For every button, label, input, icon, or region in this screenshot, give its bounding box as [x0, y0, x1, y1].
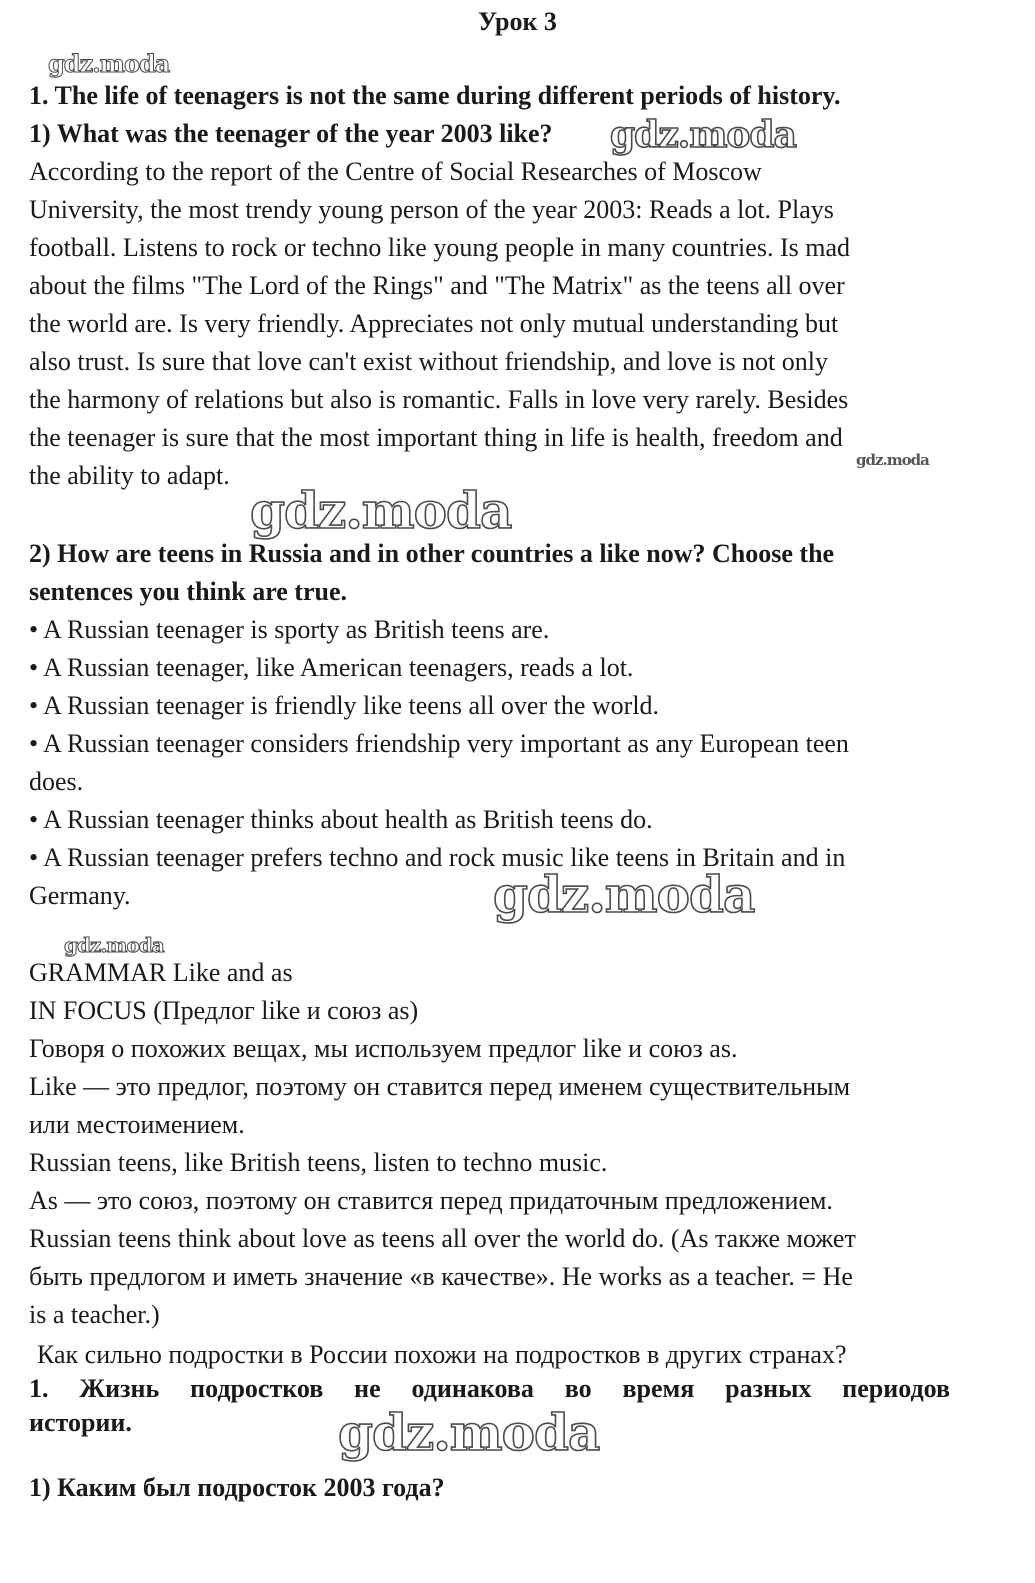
grammar-line: быть предлогом и иметь значение «в качестве». He works as a teacher. = He — [29, 1262, 853, 1291]
paragraph-line: the harmony of relations but also is romantic. Falls in love very rarely. Besides — [29, 385, 849, 414]
bullet-item: • A Russian teenager thinks about health as British teens do. — [29, 805, 653, 834]
grammar-line: As — это союз, поэтому он ставится перед придаточным предложением. — [29, 1186, 833, 1215]
bullet-item: • A Russian teenager considers friendship very important as any European teen — [29, 729, 849, 758]
bullet-item-cont: does. — [29, 767, 84, 796]
bullet-item: • A Russian teenager prefers techno and rock music like teens in Britain and in — [29, 843, 846, 872]
watermark: gdz.moda — [610, 114, 796, 156]
paragraph-line: about the films "The Lord of the Rings" and "The Matrix" as the teens all over — [29, 271, 845, 300]
task1-question2-cont: sentences you think are true. — [29, 577, 348, 606]
grammar-line: Russian teens, like British teens, listen to techno music. — [29, 1148, 608, 1177]
grammar-line: или местоимением. — [29, 1110, 245, 1139]
grammar-line: Like — это предлог, поэтому он ставится перед именем существительным — [29, 1072, 851, 1101]
task1-question2: 2) How are teens in Russia and in other countries a like now? Choose the — [29, 539, 835, 568]
paragraph-line: the ability to adapt. — [29, 461, 230, 490]
paragraph-line: According to the report of the Centre of Social Researches of Moscow — [29, 157, 762, 186]
watermark: gdz.moda — [856, 451, 929, 469]
russian-heading: 1. Жизнь подростков не одинакова во время разных периодов — [29, 1374, 950, 1403]
grammar-line: IN FOCUS (Предлог like и союз as) — [29, 996, 419, 1025]
bullet-item: • A Russian teenager, like American teenagers, reads a lot. — [29, 653, 634, 682]
bullet-item: • A Russian teenager is sporty as British teens are. — [29, 615, 550, 644]
task1-heading: 1. The life of teenagers is not the same during different periods of history. — [29, 81, 841, 110]
paragraph-line: University, the most trendy young person of the year 2003: Reads a lot. Plays — [29, 195, 834, 224]
paragraph-line: football. Listens to rock or techno like young people in many countries. Is mad — [29, 233, 850, 262]
bullet-item: • A Russian teenager is friendly like teens all over the world. — [29, 691, 660, 720]
watermark: gdz.moda — [338, 1403, 600, 1462]
russian-question1: 1) Каким был подросток 2003 года? — [29, 1473, 445, 1502]
russian-question: Как сильно подростки в России похожи на подростков в других странах? — [37, 1340, 847, 1369]
watermark: gdz.moda — [48, 49, 170, 78]
paragraph-line: the world are. Is very friendly. Appreciates not only mutual understanding but — [29, 309, 839, 338]
watermark: gdz.moda — [64, 933, 164, 957]
lesson-title: Урок 3 — [478, 7, 557, 36]
bullet-item-cont: Germany. — [29, 881, 131, 910]
paragraph-line: the teenager is sure that the most important thing in life is health, freedom and — [29, 423, 843, 452]
paragraph-line: also trust. Is sure that love can't exist without friendship, and love is not only — [29, 347, 829, 376]
grammar-line: GRAMMAR Like and as — [29, 958, 293, 987]
watermark: gdz.moda — [250, 481, 512, 540]
grammar-line: is a teacher.) — [29, 1300, 160, 1329]
grammar-line: Russian teens think about love as teens all over the world do. (As также может — [29, 1224, 856, 1253]
russian-heading-cont: истории. — [29, 1408, 132, 1437]
grammar-line: Говоря о похожих вещах, мы используем предлог like и союз as. — [29, 1034, 738, 1063]
watermark: gdz.moda — [493, 865, 755, 924]
task1-question1: 1) What was the teenager of the year 2003 like? — [29, 119, 553, 148]
